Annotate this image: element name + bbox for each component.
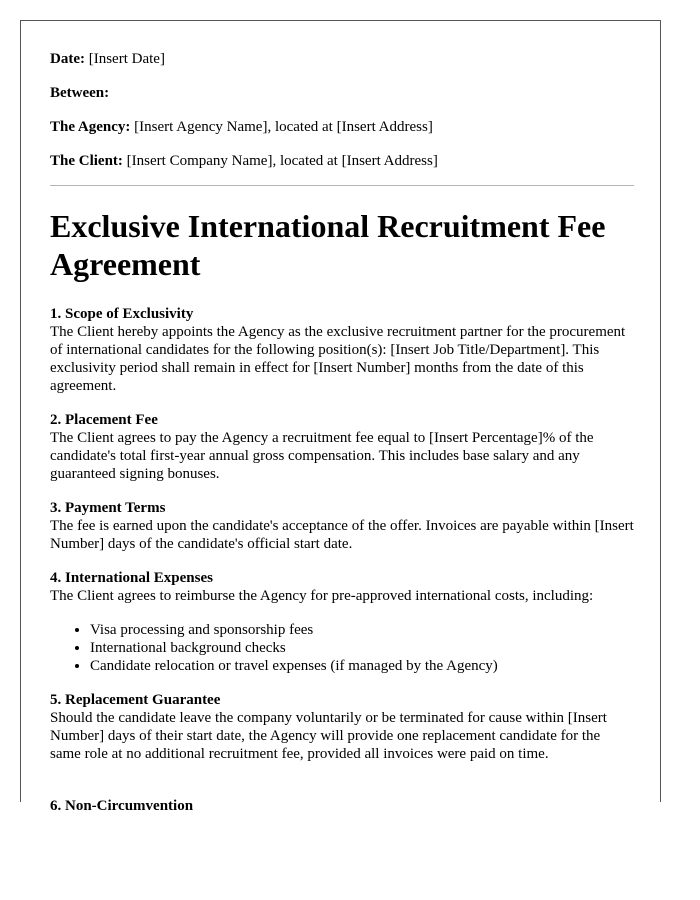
section-replacement-guarantee: [50, 691, 634, 763]
section-body: The fee is earned upon the candidate's acceptance of the offer. Invoices are payable within [Insert Number] days of the candidate's official start date.: [50, 518, 634, 552]
section-heading: 5. Replacement Guarantee: [50, 692, 221, 708]
document-title: [50, 207, 634, 283]
section-scope-of-exclusivity: [50, 305, 634, 395]
list-item: • Visa processing and sponsorship fees: [90, 621, 634, 639]
client-line: [50, 152, 438, 170]
client-value: [Insert Company Name], located at [Insert Address]: [126, 153, 438, 169]
header-divider: [50, 185, 634, 186]
section-non-circumvention: [50, 797, 634, 815]
section-international-expenses: [50, 569, 634, 605]
document-title-line-1: Exclusive International Recruitment Fee: [50, 208, 606, 244]
date-value: [Insert Date]: [88, 51, 165, 67]
section-placement-fee: [50, 411, 634, 483]
document-title-line-2: Agreement: [50, 246, 201, 282]
section-body: Should the candidate leave the company voluntarily or be terminated for cause within [Insert Number] days of their start date, the Agency will provide one replacement candidate for the same role at no additional recruitment fee, provided all invoices were paid on time.: [50, 710, 607, 762]
between-label: Between:: [50, 85, 110, 101]
agency-label: The Agency:: [50, 119, 131, 135]
section-heading: 4. International Expenses: [50, 570, 213, 586]
document-page: [20, 20, 661, 814]
section-body: The Client agrees to pay the Agency a recruitment fee equal to [Insert Percentage]% of the candidate's total first-year annual gross compensation. This includes base salary and any guaranteed signing bonuses.: [50, 430, 594, 482]
date-label: Date:: [50, 51, 85, 67]
section-heading: 2. Placement Fee: [50, 412, 158, 428]
date-line: [50, 50, 165, 68]
section-payment-terms: [50, 499, 634, 553]
agency-line: [50, 118, 433, 136]
section-body: The Client hereby appoints the Agency as the exclusive recruitment partner for the procurement of international candidates for the following position(s): [Insert Job Title/Department]. This exclusivity period shall remain in effect for [Insert Number] months from the date of this agreement.: [50, 324, 626, 394]
list-item: • Candidate relocation or travel expenses (if managed by the Agency): [90, 657, 634, 675]
section-heading: 3. Payment Terms: [50, 500, 166, 516]
section-heading: 1. Scope of Exclusivity: [50, 306, 194, 322]
section-heading: 6. Non-Circumvention: [50, 798, 194, 814]
list-item: • International background checks: [90, 639, 634, 657]
agency-value: [Insert Agency Name], located at [Insert Address]: [134, 119, 433, 135]
client-label: The Client:: [50, 153, 123, 169]
expenses-list: [50, 621, 634, 675]
between-line: [50, 84, 109, 102]
section-body: The Client agrees to reimburse the Agency for pre-approved international costs, including:: [50, 588, 594, 604]
